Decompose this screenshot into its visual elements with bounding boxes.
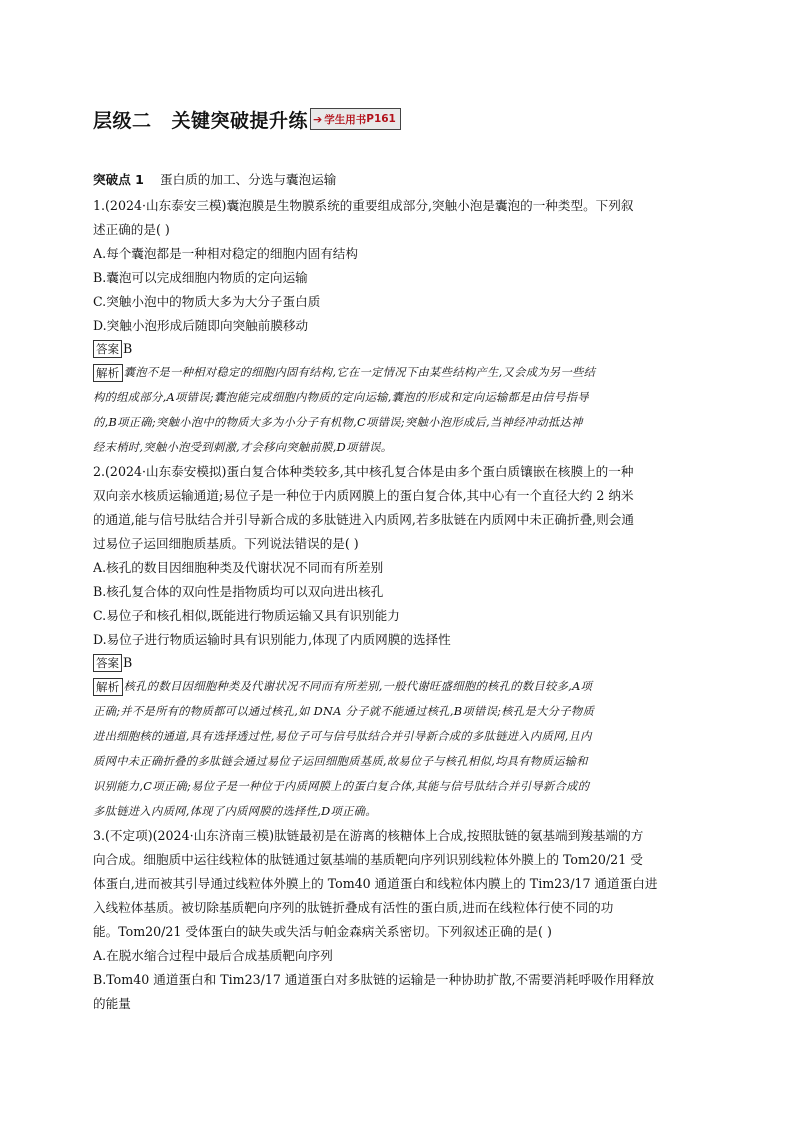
answer-tag: 答案 [93, 654, 122, 672]
analysis-line: 的,B项正确;突触小泡中的物质大多为小分子有机物,C项错误;突触小泡形成后,当神经冲动抵达神 [93, 416, 583, 429]
analysis-line: 进出细胞核的通道,具有选择透过性,易位子可与信号肽结合并引导新合成的多肽链进入内质网,且内 [93, 730, 592, 743]
question-stem-line: 3.(不定项)(2024·山东济南三模)肽链最初是在游离的核糖体上合成,按照肽链的氨基端到羧基端的方 [93, 828, 644, 843]
analysis-line: 构的组成部分,A项错误;囊泡能完成细胞内物质的定向运输,囊泡的形成和定向运输都是由信号指导 [93, 391, 589, 404]
answer-value: B [123, 341, 133, 356]
analysis-row [93, 360, 705, 385]
page-header [93, 104, 401, 134]
option-b: B.囊泡可以完成细胞内物质的定向运输 [93, 270, 308, 285]
analysis-tag: 解析 [93, 364, 123, 382]
option-b: B.核孔复合体的双向性是指物质均可以双向进出核孔 [93, 584, 384, 599]
question-stem-line: 能。Tom20/21 受体蛋白的缺失或失活与帕金森病关系密切。下列叙述正确的是( ) [93, 924, 552, 939]
option-b: B.Tom40 通道蛋白和 Tim23/17 通道蛋白对多肽链的运输是一种协助扩散,不需要消耗呼吸作用释放 [93, 972, 655, 987]
main-content [93, 170, 705, 1016]
student-book-reference-link[interactable] [310, 108, 401, 130]
answer-row [93, 652, 705, 674]
breakthrough-title: 蛋白质的加工、分选与囊泡运输 [159, 172, 337, 187]
question-2 [93, 460, 705, 824]
option-c: C.突触小泡中的物质大多为大分子蛋白质 [93, 294, 321, 309]
arrow-right-icon: ➔ [313, 112, 323, 126]
question-stem-line: 向合成。细胞质中运往线粒体的肽链通过氨基端的基质靶向序列识别线粒体外膜上的 Tom20/21 受 [93, 852, 643, 867]
analysis-line: 识别能力,C项正确;易位子是一种位于内质网膜上的蛋白复合体,其能与信号肽结合并引导新合成的 [93, 780, 590, 793]
question-stem-line: 双向亲水核质运输通道;易位子是一种位于内质网膜上的蛋白复合体,其中心有一个直径大约 2 纳米 [93, 488, 634, 503]
answer-row [93, 338, 705, 360]
question-3 [93, 824, 705, 1016]
analysis-line: 囊泡不是一种相对稳定的细胞内固有结构,它在一定情况下由某些结构产生,又会成为另一些结 [123, 366, 596, 379]
analysis-line: 核孔的数目因细胞种类及代谢状况不同而有所差别,一般代谢旺盛细胞的核孔的数目较多,A项 [123, 680, 593, 693]
question-stem-line: 入线粒体基质。被切除基质靶向序列的肽链折叠成有活性的蛋白质,进而在线粒体行使不同的功 [93, 900, 614, 915]
option-c: C.易位子和核孔相似,既能进行物质运输又具有识别能力 [93, 608, 400, 623]
question-stem-line: 的通道,能与信号肽结合并引导新合成的多肽链进入内质网,若多肽链在内质网中未正确折叠,则会通 [93, 512, 634, 527]
analysis-line: 经末梢时,突触小泡受到刺激,才会移向突触前膜,D项错误。 [93, 441, 393, 454]
analysis-line: 质网中未正确折叠的多肽链会通过易位子运回细胞质基质,故易位子与核孔相似,均具有物质运输和 [93, 755, 588, 768]
option-a: A.核孔的数目因细胞种类及代谢状况不同而有所差别 [93, 560, 384, 575]
question-1 [93, 194, 705, 460]
question-stem-line: 2.(2024·山东泰安模拟)蛋白复合体种类较多,其中核孔复合体是由多个蛋白质镶嵌在核膜上的一种 [93, 464, 634, 479]
ref-label: 学生用书 [324, 113, 367, 126]
option-d: D.突触小泡形成后随即向突触前膜移动 [93, 318, 309, 333]
answer-tag: 答案 [93, 340, 122, 358]
option-a: A.每个囊泡都是一种相对稳定的细胞内固有结构 [93, 246, 358, 261]
level-title: 层级二 [93, 109, 152, 132]
question-stem-line: 1.(2024·山东泰安三模)囊泡膜是生物膜系统的重要组成部分,突触小泡是囊泡的一种类型。下列叙 [93, 198, 634, 213]
question-stem-line: 述正确的是( ) [93, 222, 170, 237]
breakthrough-number: 突破点 1 [93, 172, 144, 187]
section-heading: 关键突破提升练 [171, 109, 309, 132]
analysis-line: 正确;并不是所有的物质都可以通过核孔,如 DNA 分子就不能通过核孔,B项错误;核孔是大分子物质 [93, 705, 595, 718]
option-b-continued: 的能量 [93, 996, 131, 1011]
breakthrough-heading [93, 170, 705, 190]
ref-page: P161 [366, 113, 396, 125]
analysis-row [93, 674, 705, 699]
option-d: D.易位子进行物质运输时具有识别能力,体现了内质网膜的选择性 [93, 632, 451, 647]
question-stem-line: 体蛋白,进而被其引导通过线粒体外膜上的 Tom40 通道蛋白和线粒体内膜上的 Tim23/17 通道蛋白进 [93, 876, 658, 891]
analysis-line: 多肽链进入内质网,体现了内质网膜的选择性,D项正确。 [93, 805, 377, 818]
option-a: A.在脱水缩合过程中最后合成基质靶向序列 [93, 948, 333, 963]
question-stem-line: 过易位子运回细胞质基质。下列说法错误的是( ) [93, 536, 359, 551]
analysis-tag: 解析 [93, 678, 123, 696]
answer-value: B [123, 655, 133, 670]
